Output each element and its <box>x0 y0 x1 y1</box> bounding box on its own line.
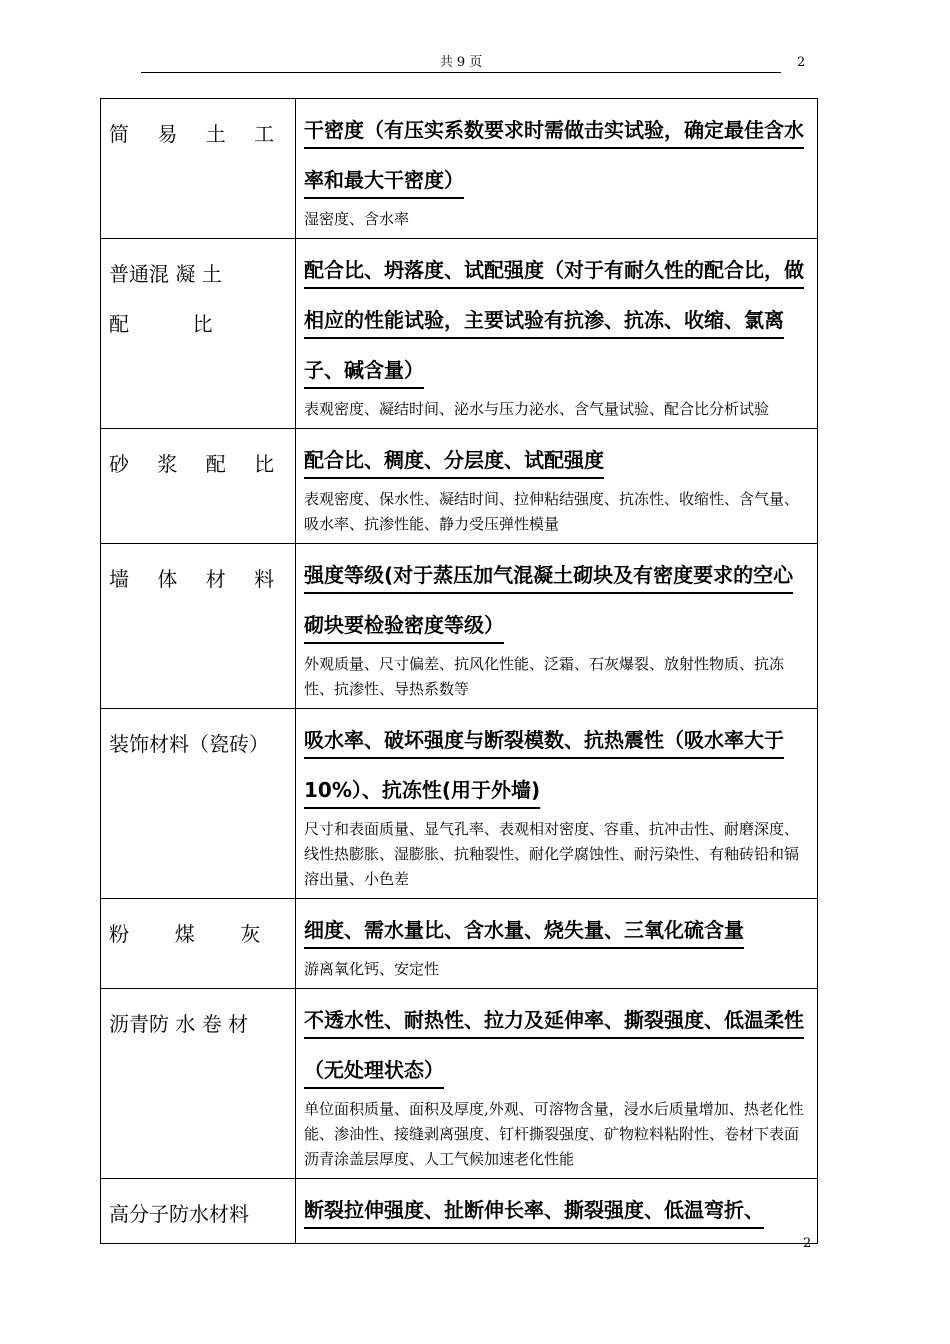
required-tests: 配合比、稠度、分层度、试配强度 <box>304 448 604 472</box>
table-row <box>101 899 818 989</box>
material-name-cell <box>101 709 296 899</box>
test-items-cell <box>296 899 818 989</box>
material-name-cell <box>101 239 296 429</box>
table-row <box>101 544 818 709</box>
table-row <box>101 1179 818 1244</box>
optional-tests: 外观质量、尺寸偏差、抗风化性能、泛霜、石灰爆裂、放射性物质、抗冻性、抗渗性、导热系数等 <box>304 655 785 698</box>
material-name: 简 易 土 工 <box>109 122 286 146</box>
material-name: 装饰材料（瓷砖） <box>109 732 269 756</box>
test-items-cell <box>296 429 818 544</box>
material-name-cell <box>101 429 296 544</box>
test-items-cell <box>296 989 818 1179</box>
required-tests: 干密度（有压实系数要求时需做击实试验，确定最佳含水率和最大干密度） <box>304 118 804 192</box>
required-tests: 断裂拉伸强度、扯断伸长率、撕裂强度、低温弯折、 <box>304 1198 764 1222</box>
optional-tests: 表观密度、凝结时间、泌水与压力泌水、含气量试验、配合比分析试验 <box>304 400 770 418</box>
material-name: 高分子防水材料 <box>109 1202 249 1226</box>
required-tests: 细度、需水量比、含水量、烧失量、三氧化硫含量 <box>304 918 744 942</box>
material-name-cell <box>101 1179 296 1244</box>
material-name: 普通混 凝 土 配 比 <box>109 262 222 336</box>
table-row <box>101 709 818 899</box>
test-items-cell <box>296 709 818 899</box>
footer-page-number: 2 <box>803 1236 812 1251</box>
table-row <box>101 99 818 239</box>
test-items-cell <box>296 544 818 709</box>
header-rule <box>141 72 781 73</box>
header-page-count: 共 9 页 <box>439 55 483 70</box>
material-name: 砂 浆 配 比 <box>109 452 286 476</box>
optional-tests: 游离氧化钙、安定性 <box>304 960 440 978</box>
optional-tests: 单位面积质量、面积及厚度,外观、可溶物含量，浸水后质量增加、热老化性能、渗油性、接缝剥离强度、钉杆撕裂强度、矿物粒料粘附性、卷材下表面沥青涂盖层厚度、人工气候加速老化性能 <box>304 1100 804 1168</box>
optional-tests: 表观密度、保水性、凝结时间、拉伸粘结强度、抗冻性、收缩性、含气量、吸水率、抗渗性能、静力受压弹性模量 <box>304 490 800 533</box>
required-tests: 配合比、坍落度、试配强度（对于有耐久性的配合比，做相应的性能试验，主要试验有抗渗、抗冻、收缩、氯离子、碱含量） <box>304 258 804 382</box>
testing-items-table <box>100 98 818 1244</box>
material-name-cell <box>101 989 296 1179</box>
optional-tests: 湿密度、含水率 <box>304 210 410 228</box>
test-items-cell <box>296 99 818 239</box>
required-tests: 强度等级(对于蒸压加气混凝土砌块及有密度要求的空心砌块要检验密度等级） <box>304 563 794 637</box>
material-name-cell <box>101 899 296 989</box>
optional-tests: 尺寸和表面质量、显气孔率、表观相对密度、容重、抗冲击性、耐磨深度、线性热膨胀、湿膨胀、抗釉裂性、耐化学腐蚀性、耐污染性、有釉砖铅和镉溶出量、小色差 <box>304 820 800 888</box>
test-items-cell <box>296 1179 818 1244</box>
material-name: 沥青防 水 卷 材 <box>109 1012 249 1036</box>
table-row <box>101 989 818 1179</box>
test-items-cell <box>296 239 818 429</box>
material-name: 墙 体 材 料 <box>109 567 286 591</box>
table-row <box>101 429 818 544</box>
required-tests: 不透水性、耐热性、拉力及延伸率、撕裂强度、低温柔性（无处理状态） <box>304 1008 804 1082</box>
required-tests: 吸水率、破坏强度与断裂模数、抗热震性（吸水率大于 10%）、抗冻性(用于外墙) <box>304 728 784 802</box>
table-row <box>101 239 818 429</box>
material-name-cell <box>101 99 296 239</box>
material-name-cell <box>101 544 296 709</box>
header-page-number: 2 <box>797 55 806 70</box>
material-name: 粉 煤 灰 <box>109 922 272 946</box>
